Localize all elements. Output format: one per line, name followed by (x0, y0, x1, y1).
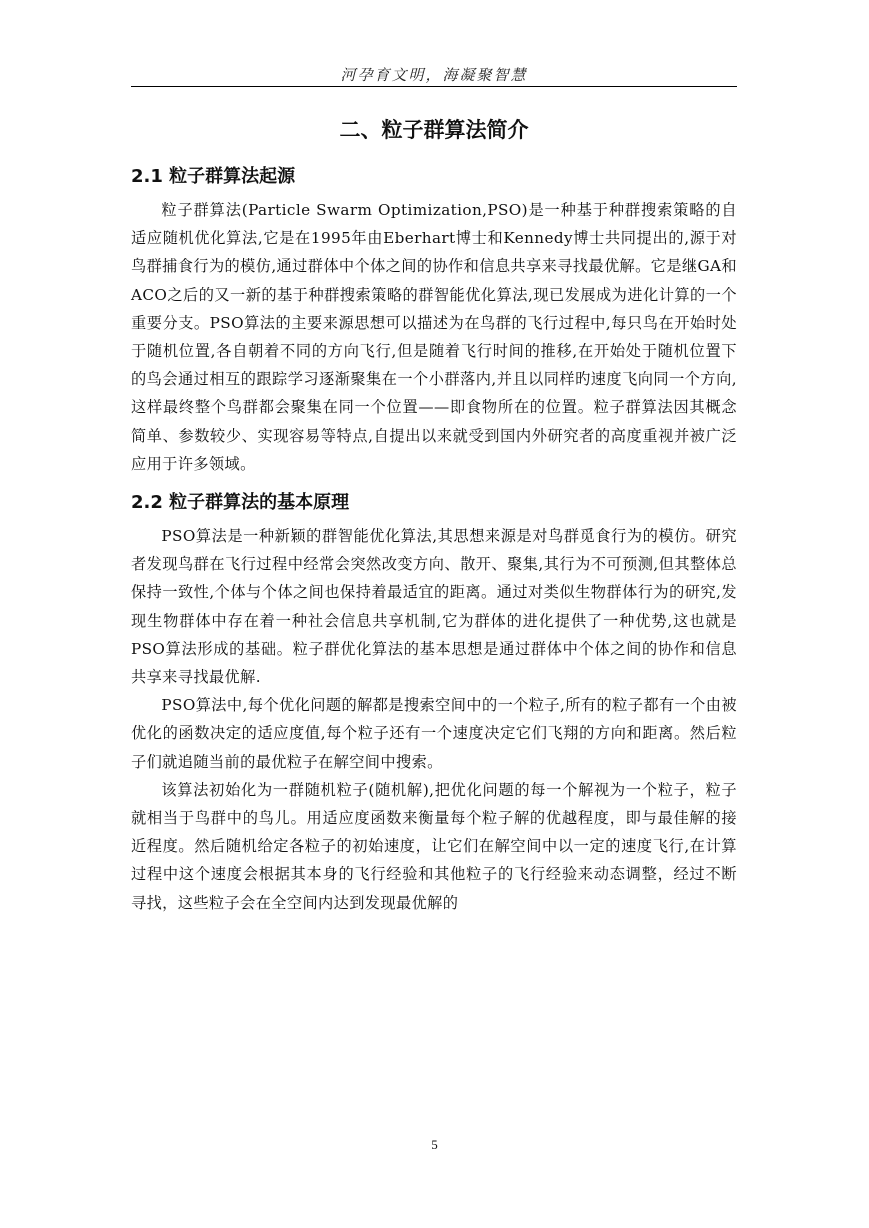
section-title-2-2: 2.2 粒子群算法的基本原理 (131, 492, 350, 514)
paragraph-2-2-b: PSO算法中,每个优化问题的解都是搜索空间中的一个粒子,所有的粒子都有一个由被优化的函数决定的适应度值,每个粒子还有一个速度决定它们飞翔的方向和距离。然后粒子们就追随当前的最优粒子在解空间中搜索。 (131, 696, 737, 771)
running-header: 河孕育文明，海凝聚智慧 (340, 66, 528, 84)
paragraph-2-2-c: 该算法初始化为一群随机粒子(随机解),把优化问题的每一个解视为一个粒子，粒子就相当于鸟群中的鸟儿。用适应度函数来衡量每个粒子解的优越程度，即与最佳解的接近程度。然后随机给定各粒子的初始速度，让它们在解空间中以一定的速度飞行,在计算过程中这个速度会根据其本身的飞行经验和其他粒子的飞行经验来动态调整，经过不断寻找，这些粒子会在全空间内达到发现最优解的 (131, 780, 737, 912)
section-title-2-1: 2.1 粒子群算法起源 (131, 166, 296, 187)
paragraph-2-2-a: PSO算法是一种新颖的群智能优化算法,其思想来源是对鸟群觅食行为的模仿。研究者发现鸟群在飞行过程中经常会突然改变方向、散开、聚集,其行为不可预测,但其整体总保持一致性,个体与个体之间也保持着最适宜的距离。通过对类似生物群体行为的研究,发现生物群体中存在着一种社会信息共享机制,它为群体的进化提供了一种优势,这也就是PSO算法形成的基础。粒子群优化算法的基本思想是通过群体中个体之间的协作和信息共享来寻找最优解. (131, 527, 737, 687)
chapter-title: 二、粒子群算法简介 (339, 118, 529, 142)
page-number: 5 (431, 1137, 438, 1152)
paragraph-2-1-a: 粒子群算法(Particle Swarm Optimization,PSO)是一种基于种群搜索策略的自适应随机优化算法,它是在1995年由Eberhart博士和Kennedy博士共同提出的,源于对鸟群捕食行为的模仿,通过群体中个体之间的协作和信息共享来寻找最优解。它是继GA和ACO之后的又一新的基于种群搜索策略的群智能优化算法,现已发展成为进化计算的一个重要分支。PSO算法的主要来源思想可以描述为在鸟群的飞行过程中,每只鸟在开始时处于随机位置,各自朝着不同的方向飞行,但是随着飞行时间的推移,在开始处于随机位置下的鸟会通过相互的跟踪学习逐渐聚集在一个小群落内,并且以同样旳速度飞向同一个方向,这样最终整个鸟群都会聚集在同一个位置——即食物所在的位置。粒子群算法因其概念简单、参数较少、实现容易等特点,自提出以来就受到国内外研究者的高度重视并被广泛应用于许多领域。 (131, 201, 737, 473)
page-content (131, 112, 737, 917)
header-rule (131, 86, 737, 87)
